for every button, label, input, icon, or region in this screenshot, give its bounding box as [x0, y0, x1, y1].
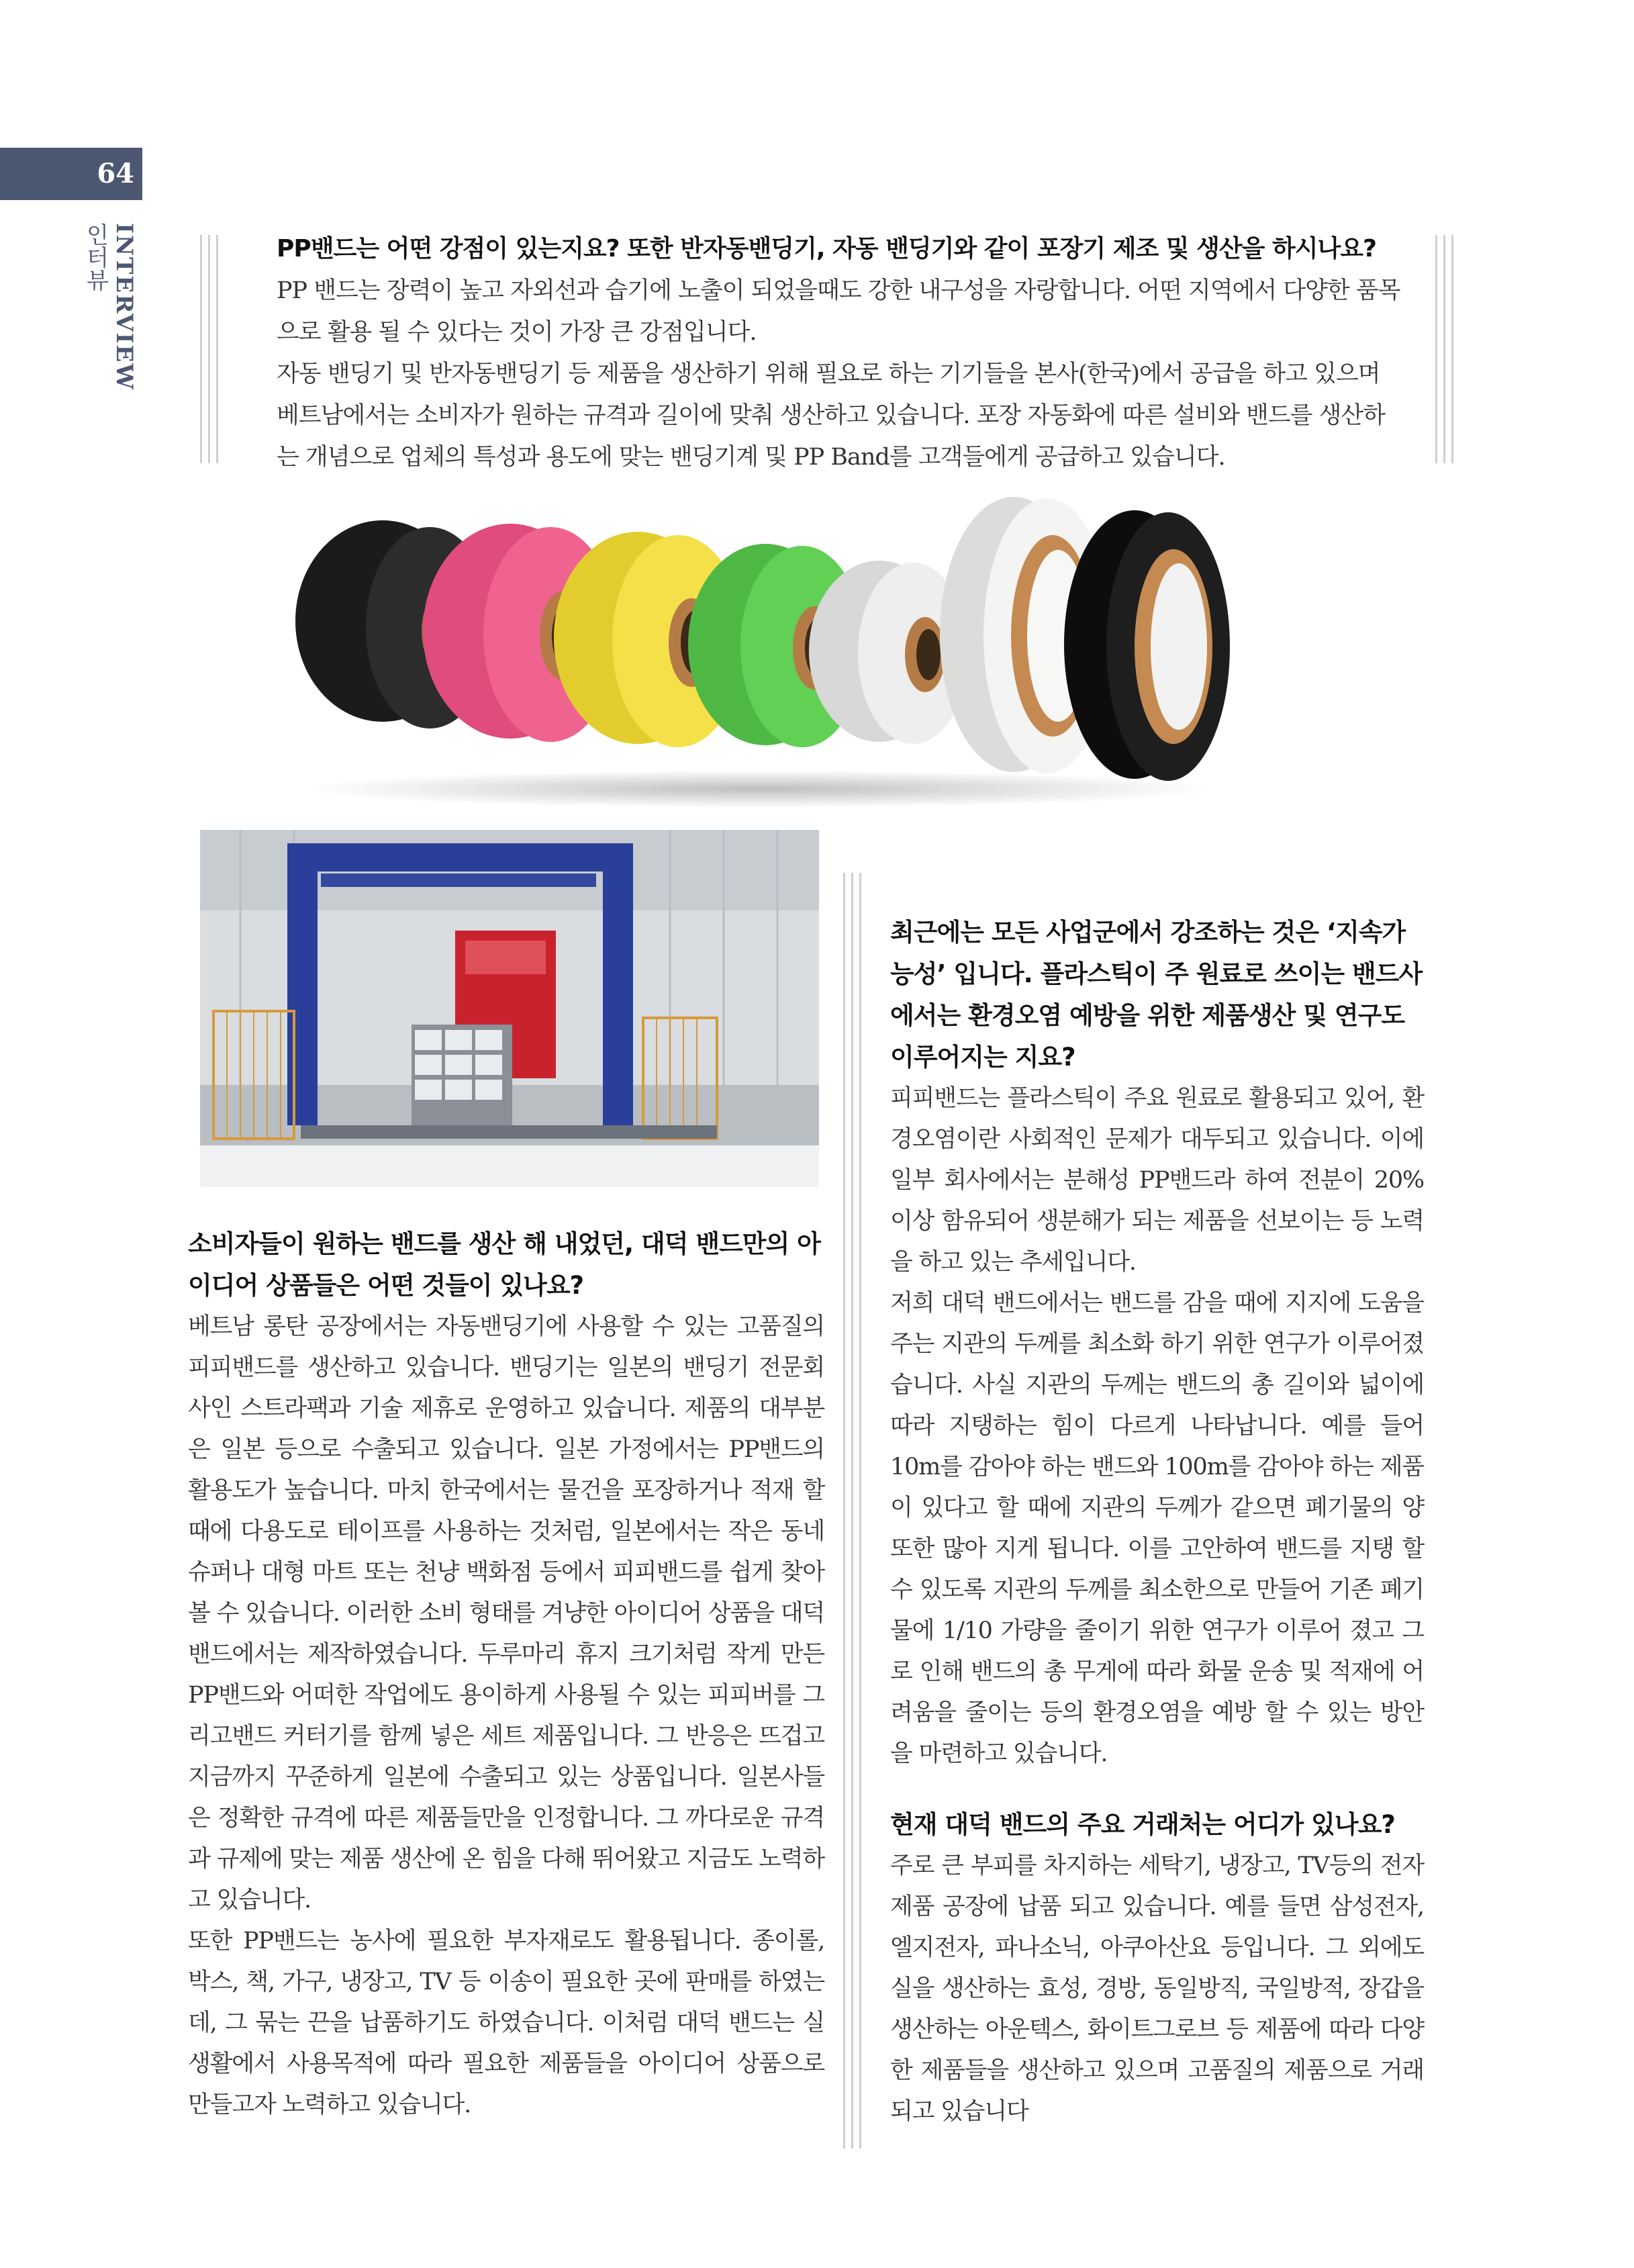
section-label-english: INTERVIEW	[111, 223, 138, 391]
spacer	[890, 1775, 1424, 1804]
question-idea-products: 소비자들이 원하는 밴드를 생산 해 내었던, 대덕 밴드만의 아이디어 상품들은 어떤 것들이 있나요?	[188, 1229, 820, 1300]
answer-sustainability-1: 피피밴드는 플라스틱이 주요 원료로 활용되고 있어, 환경오염이란 사회적인 문제가 대두되고 있습니다. 이에 일부 회사에서는 분해성 PP밴드라 하여 전분이 20%이상 함유되어 생분해가 되는 제품을 선보이는 등 노력을 하고 있는 추세입니다.	[890, 1085, 1424, 1276]
decorative-bars-column-divider	[843, 873, 861, 2148]
black-roll-right	[1064, 510, 1230, 781]
top-interview-block	[277, 228, 1404, 478]
answer-idea-products-1: 베트남 롱탄 공장에서는 자동밴딩기에 사용할 수 있는 고품질의 피피밴드를 생산하고 있습니다. 밴딩기는 일본의 밴딩기 전문회사인 스트라팩과 기술 제휴로 운영하고 있습니다. 제품의 대부분은 일본 등으로 수출되고 있습니다. 일본 가정에서는 PP밴드의 활용도가 높습니다. 마치 한국에서는 물건을 포장하거나 적재 할 때에 다용도로 테이프를 사용하는 것처럼, 일본에서는 작은 동네 슈퍼나 대형 마트 또는 천냥 백화점 등에서 피피밴드를 쉽게 찾아 볼 수 있습니다. 이러한 소비 형태를 겨냥한 아이디어 상품을 대덕밴드에서는 제작하였습니다. 두루마리 휴지 크기처럼 작게 만든 PP밴드와 어떠한 작업에도 용이하게 사용될 수 있는 피피버를 그리고밴드 커터기를 함께 넣은 세트 제품입니다. 그 반응은 뜨겁고 지금까지 꾸준하게 일본에 수출되고 있는 상품입니다. 일본사들은 정확한 규격에 따른 제품들만을 인정합니다. 그 까다로운 규격과 규제에 맞는 제품 생산에 온 힘을 다해 뛰어왔고 지금도 노력하고 있습니다.	[188, 1313, 824, 1913]
decorative-bars-top-right	[1435, 235, 1453, 463]
section-label-korean: 인터뷰	[82, 223, 109, 291]
answer-strengths-2: 자동 밴딩기 및 반자동밴딩기 등 제품을 생산하기 위해 필요로 하는 기기들을 본사(한국)에서 공급을 하고 있으며 베트남에서는 소비자가 원하는 규격과 길이에 맞춰 생산하고 있습니다. 포장 자동화에 따른 설비와 밴드를 생산하는 개념으로 업체의 특성과 용도에 맞는 밴딩기계 및 PP Band를 고객들에게 공급하고 있습니다.	[277, 361, 1386, 471]
question-sustainability: 최근에는 모든 사업군에서 강조하는 것은 ‘지속가능성’ 입니다. 플라스틱이 주 원료로 쓰이는 밴드사에서는 환경오염 예방을 위한 제품생산 및 연구도 이루어지는 지요?	[890, 918, 1423, 1072]
left-column-interview	[188, 1223, 824, 2126]
page-number: 64	[97, 158, 134, 189]
answer-strengths-1: PP 밴드는 장력이 높고 자외선과 습기에 노출이 되었을때도 강한 내구성을 자랑합니다. 어떤 지역에서 다양한 품목으로 활용 될 수 있다는 것이 가장 큰 강점입니다.	[277, 277, 1400, 346]
pp-band-rolls-image	[289, 493, 1242, 816]
decorative-bars-top-left	[200, 235, 218, 463]
answer-idea-products-2: 또한 PP밴드는 농사에 필요한 부자재로도 활용됩니다. 종이롤, 박스, 책, 가구, 냉장고, TV 등 이송이 필요한 곳에 판매를 하였는데, 그 묶는 끈을 납품하기도 하였습니다. 이처럼 대덕 밴드는 실생활에서 사용목적에 따라 필요한 제품들을 아이디어 상품으로 만들고자 노력하고 있습니다.	[188, 1928, 824, 2118]
factory-wrapping-machine-photo	[200, 830, 819, 1187]
question-strengths: PP밴드는 어떤 강점이 있는지요? 또한 반자동밴딩기, 자동 밴딩기와 같이 포장기 제조 및 생산을 하시나요?	[277, 235, 1376, 263]
question-clients: 현재 대덕 밴드의 주요 거래처는 어디가 있나요?	[890, 1810, 1395, 1839]
answer-clients: 주로 큰 부피를 차지하는 세탁기, 냉장고, TV등의 전자제품 공장에 납품 되고 있습니다. 예를 들면 삼성전자, 엘지전자, 파나소닉, 아쿠아산요 등입니다. 그 외에도 실을 생산하는 효성, 경방, 동일방직, 국일방적, 장갑을 생산하는 아운텍스, 화이트그로브 등 제품에 따라 다양한 제품들을 생산하고 있으며 고품질의 제품으로 거래 되고 있습니다	[890, 1852, 1424, 2125]
answer-sustainability-2: 저희 대덕 밴드에서는 밴드를 감을 때에 지지에 도움을 주는 지관의 두께를 최소화 하기 위한 연구가 이루어졌습니다. 사실 지관의 두께는 밴드의 총 길이와 넓이에 따라 지탱하는 힘이 다르게 나타납니다. 예를 들어 10m를 감아야 하는 밴드와 100m를 감아야 하는 제품이 있다고 할 때에 지관의 두께가 같으면 폐기물의 양 또한 많아 지게 됩니다. 이를 고안하여 밴드를 지탱 할 수 있도록 지관의 두께를 최소한으로 만들어 기존 폐기물에 1/10 가량을 줄이기 위한 연구가 이루어 졌고 그로 인해 밴드의 총 무게에 따라 화물 운송 및 적재에 어려움을 줄이는 등의 환경오염을 예방 할 수 있는 방안을 마련하고 있습니다.	[890, 1290, 1424, 1767]
right-column-interview	[890, 912, 1424, 2132]
